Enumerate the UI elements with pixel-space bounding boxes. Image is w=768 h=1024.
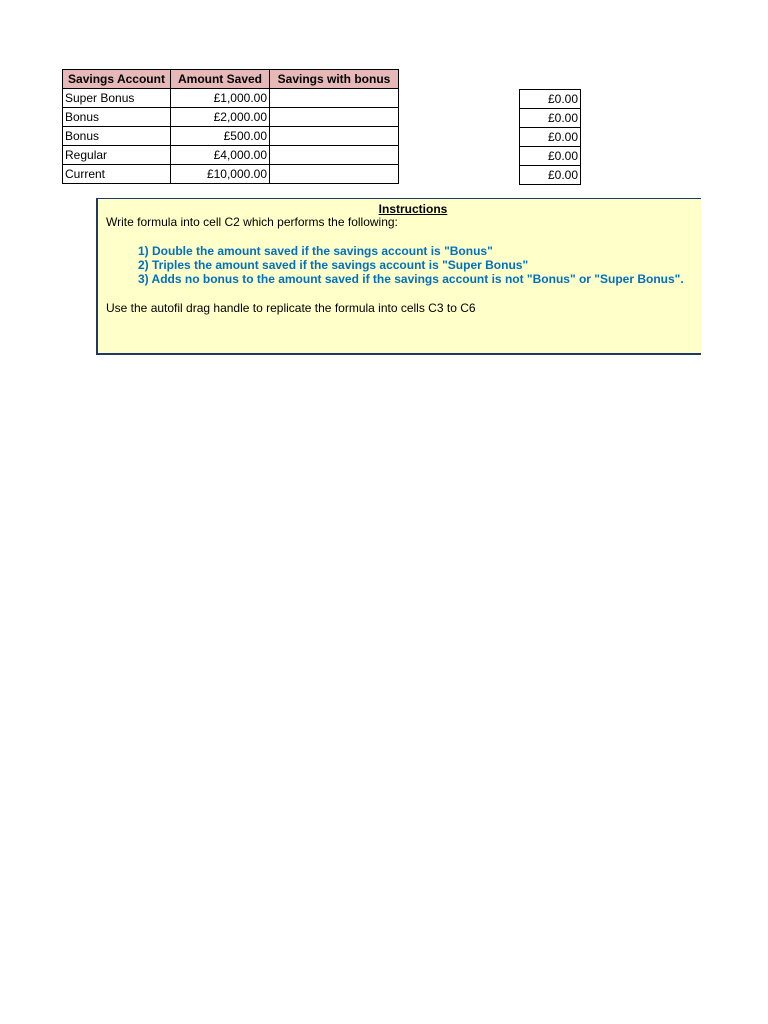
header-amount-saved[interactable]: Amount Saved bbox=[171, 70, 270, 89]
result-cell[interactable]: £0.00 bbox=[520, 147, 581, 166]
instructions-title: Instructions bbox=[378, 202, 448, 216]
result-cell[interactable]: £0.00 bbox=[520, 166, 581, 185]
cell-account[interactable]: Bonus bbox=[63, 127, 171, 146]
instructions-intro: Write formula into cell C2 which performs the following: bbox=[106, 215, 398, 229]
cell-account[interactable]: Super Bonus bbox=[63, 89, 171, 108]
cell-amount[interactable]: £1,000.00 bbox=[171, 89, 270, 108]
table-row bbox=[63, 127, 399, 146]
cell-amount[interactable]: £500.00 bbox=[171, 127, 270, 146]
result-cell[interactable]: £0.00 bbox=[520, 90, 581, 109]
table-row bbox=[63, 165, 399, 184]
result-row bbox=[520, 128, 581, 147]
header-savings-account[interactable]: Savings Account bbox=[63, 70, 171, 89]
cell-bonus[interactable] bbox=[270, 89, 399, 108]
cell-bonus[interactable] bbox=[270, 127, 399, 146]
table-row bbox=[63, 108, 399, 127]
cell-account[interactable]: Current bbox=[63, 165, 171, 184]
result-row bbox=[520, 166, 581, 185]
result-cell[interactable]: £0.00 bbox=[520, 109, 581, 128]
table-row bbox=[63, 89, 399, 108]
instruction-step: 3) Adds no bonus to the amount saved if the savings account is not "Bonus" or "Super Bonus". bbox=[138, 272, 684, 286]
instruction-step: 2) Triples the amount saved if the savings account is "Super Bonus" bbox=[138, 258, 529, 272]
cell-amount[interactable]: £2,000.00 bbox=[171, 108, 270, 127]
cell-bonus[interactable] bbox=[270, 108, 399, 127]
results-column bbox=[519, 89, 581, 185]
table-row bbox=[63, 146, 399, 165]
result-cell[interactable]: £0.00 bbox=[520, 128, 581, 147]
header-row bbox=[63, 70, 399, 89]
instructions-steps bbox=[138, 244, 684, 286]
savings-table bbox=[62, 69, 399, 184]
header-savings-with-bonus[interactable]: Savings with bonus bbox=[270, 70, 399, 89]
result-row bbox=[520, 147, 581, 166]
cell-account[interactable]: Regular bbox=[63, 146, 171, 165]
cell-bonus[interactable] bbox=[270, 146, 399, 165]
result-row bbox=[520, 90, 581, 109]
cell-bonus[interactable] bbox=[270, 165, 399, 184]
cell-account[interactable]: Bonus bbox=[63, 108, 171, 127]
instructions-outro: Use the autofil drag handle to replicate the formula into cells C3 to C6 bbox=[106, 301, 476, 315]
instructions-note[interactable] bbox=[96, 198, 701, 355]
instruction-step: 1) Double the amount saved if the savings account is "Bonus" bbox=[138, 244, 493, 258]
result-row bbox=[520, 109, 581, 128]
cell-amount[interactable]: £10,000.00 bbox=[171, 165, 270, 184]
cell-amount[interactable]: £4,000.00 bbox=[171, 146, 270, 165]
